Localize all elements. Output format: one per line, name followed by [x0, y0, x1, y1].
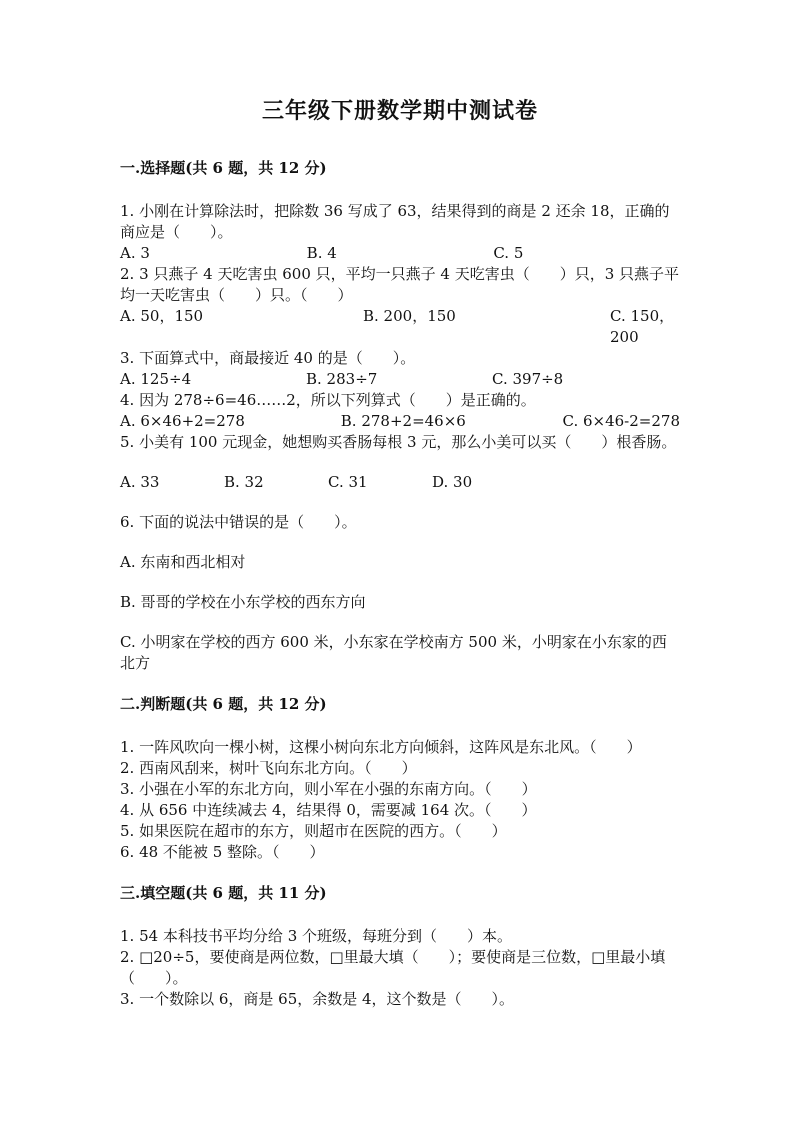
section-choice [120, 158, 680, 674]
fill-item-3: 3. 一个数除以 6，商是 65，余数是 4，这个数是（ ）。 [120, 990, 515, 1008]
question-4-options [120, 411, 680, 432]
question-2: 2. 3 只燕子 4 天吃害虫 600 只，平均一只燕子 4 天吃害虫（ ）只，3 只燕子平均一天吃害虫（ ）只。（ ） [120, 265, 680, 304]
section-judgement [120, 694, 680, 863]
question-3: 3. 下面算式中，商最接近 40 的是（ ）。 [120, 349, 416, 367]
question-5-options [120, 472, 680, 493]
section-title: 一.选择题(共 6 题，共 12 分) [120, 159, 327, 177]
option-a: A. 33 [120, 473, 160, 491]
page-title: 三年级下册数学期中测试卷 [261, 98, 538, 124]
option-a: A. 6×46+2=278 [120, 412, 245, 430]
option-b: B. 32 [224, 473, 264, 491]
option-c: C. 小明家在学校的西方 600 米，小东家在学校南方 500 米，小明家在小东家的西北方 [120, 633, 667, 672]
judgement-item-4: 4. 从 656 中连续减去 4，结果得 0，需要减 164 次。（ ） [120, 801, 537, 819]
judgement-item-6: 6. 48 不能被 5 整除。（ ） [120, 843, 325, 861]
question-6: 6. 下面的说法中错误的是（ ）。 [120, 513, 357, 531]
option-b: B. 哥哥的学校在小东学校的西东方向 [120, 593, 366, 611]
option-b: B. 283÷7 [306, 370, 378, 388]
option-a: A. 3 [120, 244, 150, 262]
option-b: B. 278+2=46×6 [340, 412, 466, 430]
question-1: 1. 小刚在计算除法时，把除数 36 写成了 63，结果得到的商是 2 还余 18，正确的商应是（ ）。 [120, 202, 670, 241]
fill-item-1: 1. 54 本科技书平均分给 3 个班级，每班分到（ ）本。 [120, 927, 513, 945]
option-a: A. 125÷4 [120, 370, 192, 388]
question-4: 4. 因为 278÷6=46……2，所以下列算式（ ）是正确的。 [120, 391, 536, 409]
option-c: C. 5 [493, 244, 524, 262]
section-title: 三.填空题(共 6 题，共 11 分) [120, 884, 327, 902]
judgement-item-1: 1. 一阵风吹向一棵小树，这棵小树向东北方向倾斜，这阵风是东北风。（ ） [120, 738, 642, 756]
option-a: A. 东南和西北相对 [120, 553, 246, 571]
option-c: C. 150，200 [610, 307, 675, 346]
question-3-options [120, 369, 680, 390]
option-a: A. 50，150 [120, 307, 204, 325]
section-title: 二.判断题(共 6 题，共 12 分) [120, 695, 327, 713]
option-c: C. 31 [328, 473, 368, 491]
question-5: 5. 小美有 100 元现金，她想购买香肠每根 3 元，那么小美可以买（ ）根香肠。 [120, 433, 677, 451]
judgement-item-5: 5. 如果医院在超市的东方，则超市在医院的西方。（ ） [120, 822, 507, 840]
fill-item-2: 2. □20÷5，要使商是两位数，□里最大填（ ）；要使商是三位数，□里最小填（ ）。 [120, 948, 666, 987]
section-fill-in [120, 883, 680, 1010]
question-2-options [120, 306, 680, 348]
judgement-item-2: 2. 西南风刮来，树叶飞向东北方向。（ ） [120, 759, 417, 777]
option-c: C. 397÷8 [492, 370, 564, 388]
question-1-options [120, 243, 680, 264]
judgement-item-3: 3. 小强在小军的东北方向，则小军在小强的东南方向。（ ） [120, 780, 537, 798]
option-c: C. 6×46-2=278 [562, 412, 680, 430]
option-d: D. 30 [432, 473, 473, 491]
option-b: B. 4 [306, 244, 337, 262]
option-b: B. 200，150 [363, 307, 456, 325]
